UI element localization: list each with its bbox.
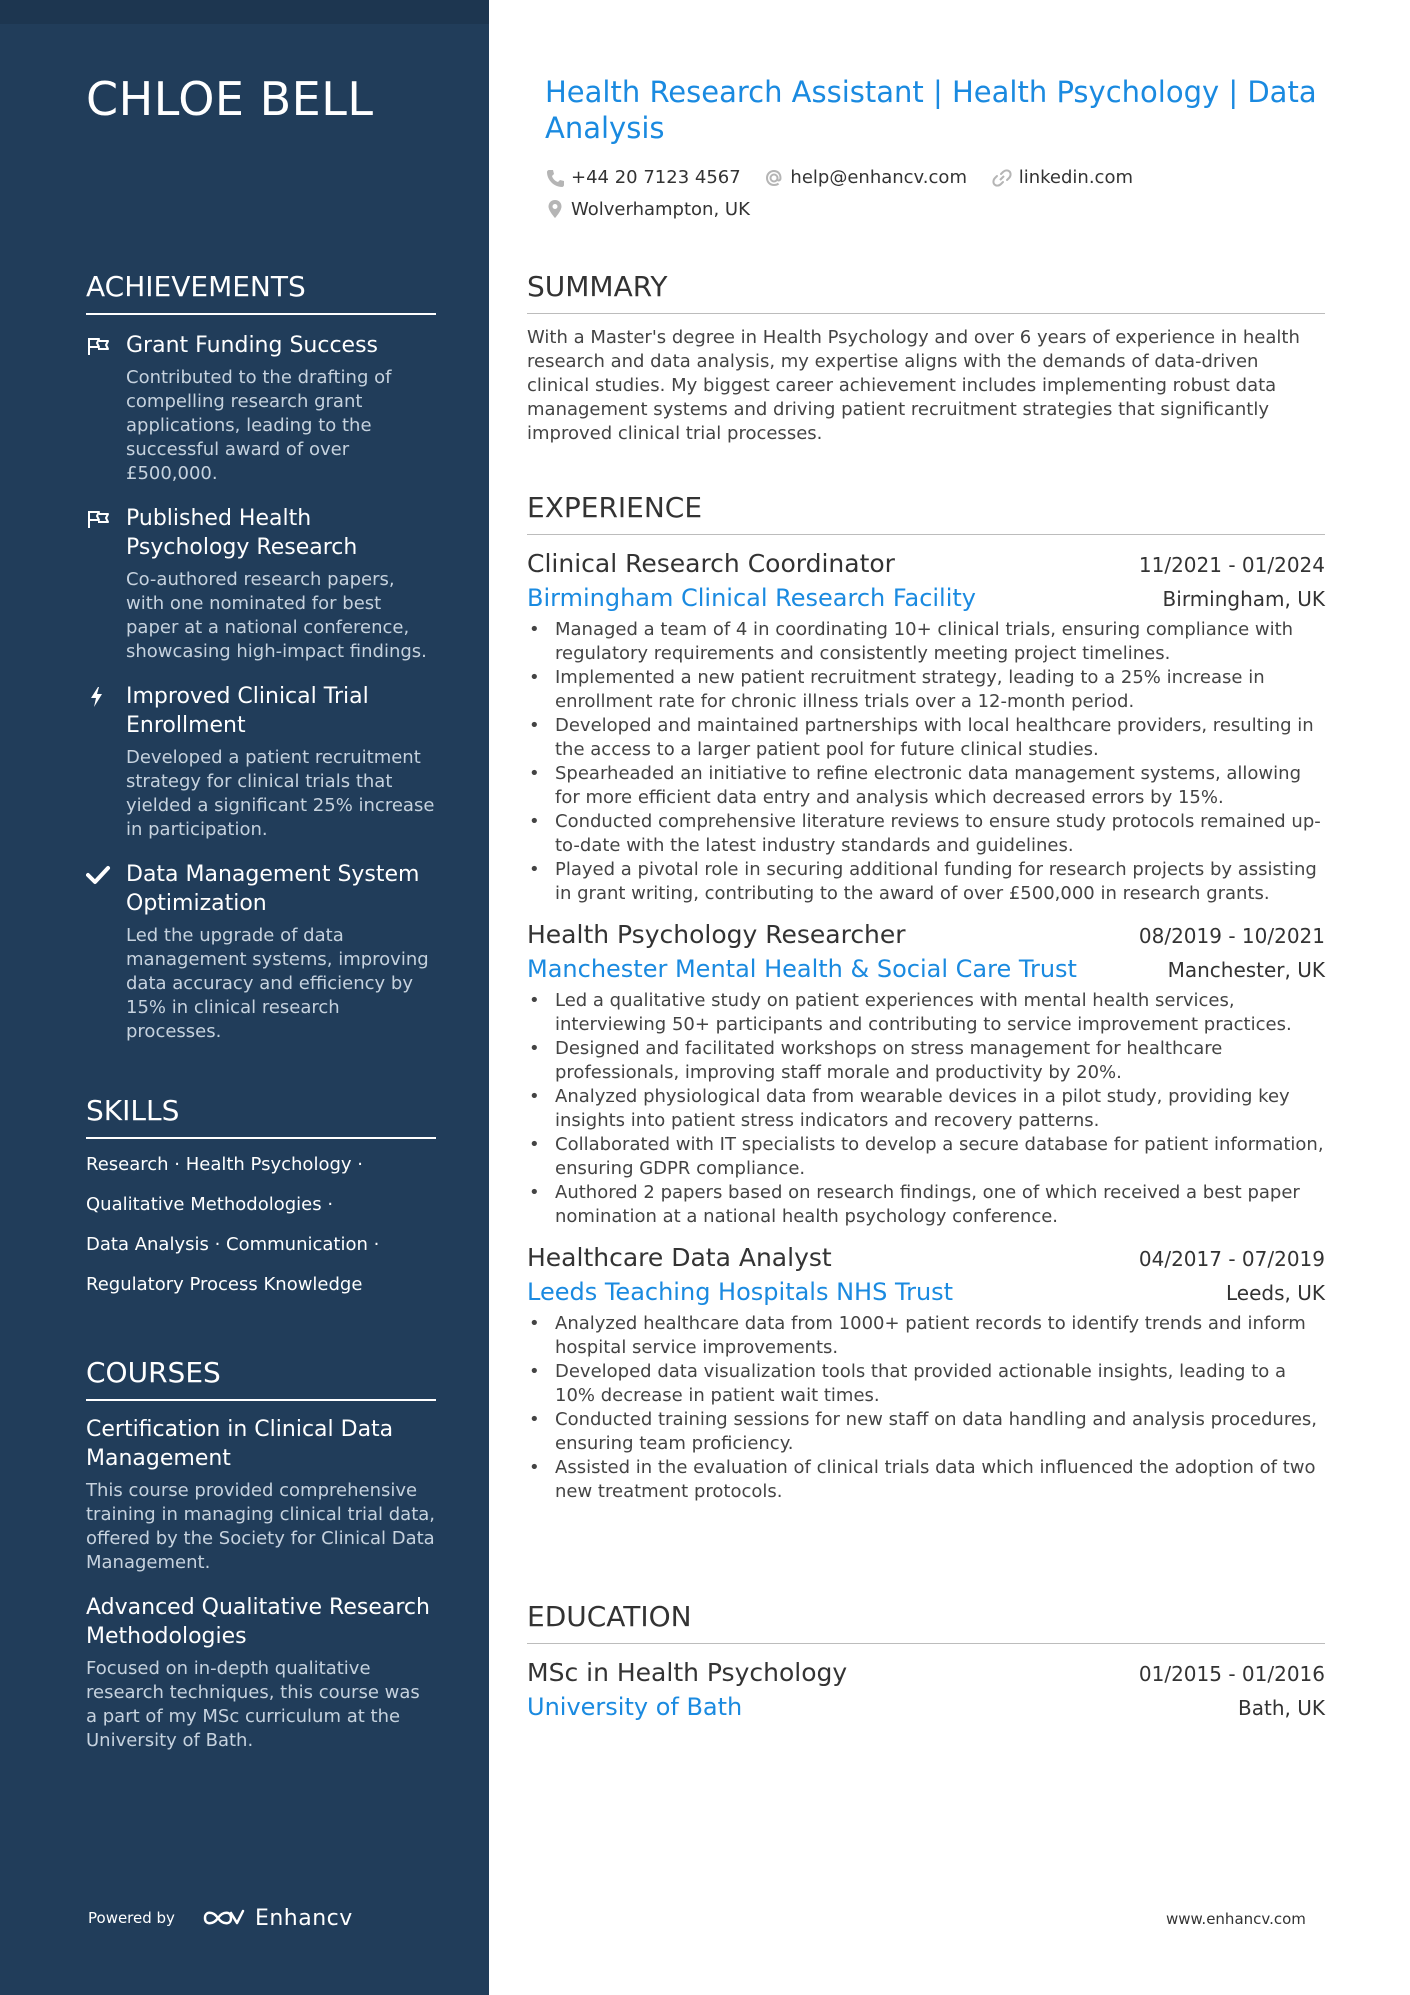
- achievement-title: Improved Clinical Trial Enrollment: [126, 684, 369, 738]
- education-title: EDUCATION: [527, 1600, 1325, 1644]
- summary-text: With a Master's degree in Health Psychology and over 6 years of experience in health research and data analysis, my expertise aligns with the demands of data-driven clinical studies. My biggest career achievement includes implementing robust data management systems and driving patient recruitment strategies that significantly improved clinical trial processes.: [527, 327, 1300, 444]
- sidebar-top-strip: [0, 0, 489, 24]
- headline: Health Research Assistant | Health Psychology | Data Analysis: [545, 75, 1317, 145]
- education-section: [527, 1600, 1325, 1721]
- job-entry: [527, 549, 1325, 906]
- achievement-title: Published Health Psychology Research: [126, 506, 358, 560]
- education-dates: 01/2015 - 01/2016: [1138, 1662, 1325, 1686]
- lightning-icon: [86, 686, 112, 708]
- achievement-item: [86, 331, 436, 486]
- bullet-item: • Implemented a new patient recruitment strategy, leading to a 25% increase in enrollment rate for chronic illness trials over a 12-month period.: [527, 666, 1325, 714]
- at-icon: [764, 168, 784, 188]
- location-pin-icon: [545, 199, 565, 219]
- job-title: Health Psychology Researcher: [527, 920, 906, 949]
- job-bullets: [527, 989, 1325, 1229]
- achievement-description: Co-authored research papers, with one nominated for best paper at a national conference, showcasing high-impact findings.: [126, 569, 427, 662]
- phone-contact[interactable]: [545, 164, 741, 191]
- bullet-item: • Designed and facilitated workshops on stress management for healthcare professionals, improving staff morale and productivity by 20%.: [527, 1037, 1325, 1085]
- email-text: help@enhancv.com: [790, 167, 967, 188]
- location-contact: [545, 196, 750, 223]
- job-title: Clinical Research Coordinator: [527, 549, 895, 578]
- bullet-item: • Managed a team of 4 in coordinating 10+ clinical trials, ensuring compliance with regulatory requirements and consistently meeting project timelines.: [527, 618, 1325, 666]
- phone-text: +44 20 7123 4567: [571, 167, 741, 188]
- website-link[interactable]: www.enhancv.com: [1166, 1910, 1306, 1928]
- bullet-item: • Spearheaded an initiative to refine electronic data management systems, allowing for more efficient data entry and analysis which decreased errors by 15%.: [527, 762, 1325, 810]
- skills-line: Regulatory Process Knowledge: [86, 1274, 363, 1295]
- job-dates: 11/2021 - 01/2024: [1138, 553, 1325, 577]
- achievements-title: ACHIEVEMENTS: [86, 270, 436, 315]
- skills-title: SKILLS: [86, 1094, 436, 1139]
- bullet-item: • Collaborated with IT specialists to develop a secure database for patient information, ensuring GDPR compliance.: [527, 1133, 1325, 1181]
- enhancv-logo-icon[interactable]: [201, 1905, 247, 1931]
- summary-title: SUMMARY: [527, 270, 1325, 314]
- contact-info: [545, 164, 1325, 227]
- job-dates: 08/2019 - 10/2021: [1138, 924, 1325, 948]
- achievement-description: Contributed to the drafting of compelling research grant applications, leading to the successful award of over £500,000.: [126, 367, 392, 484]
- job-dates: 04/2017 - 07/2019: [1138, 1247, 1325, 1271]
- job-location: Manchester, UK: [1167, 958, 1325, 982]
- achievement-item: [86, 860, 436, 1044]
- bullet-item: • Developed data visualization tools that provided actionable insights, leading to a 10% decrease in patient wait times.: [527, 1360, 1325, 1408]
- achievements-section: [86, 270, 436, 1044]
- job-entry: [527, 920, 1325, 1229]
- job-title: Healthcare Data Analyst: [527, 1243, 832, 1272]
- achievement-item: [86, 504, 436, 664]
- achievement-description: Developed a patient recruitment strategy for clinical trials that yielded a significant 25% increase in participation.: [126, 747, 435, 840]
- email-contact[interactable]: [764, 164, 967, 191]
- bullet-item: • Led a qualitative study on patient experiences with mental health services, interviewing 50+ participants and contributing to service improvement practices.: [527, 989, 1325, 1037]
- checkmark-icon: [86, 864, 112, 886]
- achievement-item: [86, 682, 436, 842]
- bullet-item: • Conducted comprehensive literature reviews to ensure study protocols remained up-to-date with the latest industry standards and guidelines.: [527, 810, 1325, 858]
- powered-by: [88, 1905, 353, 1931]
- course-description: This course provided comprehensive training in managing clinical trial data, offered by the Society for Clinical Data Management.: [86, 1480, 436, 1573]
- skills-line: Data Analysis · Communication ·: [86, 1234, 380, 1255]
- education-entry: [527, 1658, 1325, 1721]
- job-location: Birmingham, UK: [1162, 587, 1325, 611]
- course-title: Advanced Qualitative Research Methodologies: [86, 1595, 430, 1649]
- location-text: Wolverhampton, UK: [571, 198, 750, 220]
- job-company[interactable]: Leeds Teaching Hospitals NHS Trust: [527, 1278, 954, 1306]
- powered-by-label: Powered by: [88, 1909, 175, 1927]
- achievement-title: Grant Funding Success: [126, 333, 379, 358]
- degree: MSc in Health Psychology: [527, 1658, 848, 1687]
- bullet-item: • Analyzed healthcare data from 1000+ patient records to identify trends and inform hospital service improvements.: [527, 1312, 1325, 1360]
- candidate-name: CHLOE BELL: [86, 72, 374, 126]
- course-title: Certification in Clinical Data Management: [86, 1417, 394, 1471]
- job-company[interactable]: Birmingham Clinical Research Facility: [527, 584, 977, 612]
- linkedin-contact[interactable]: [991, 164, 1133, 191]
- skills-line: Qualitative Methodologies ·: [86, 1194, 334, 1215]
- job-location: Leeds, UK: [1226, 1281, 1325, 1305]
- skills-section: [86, 1094, 436, 1297]
- bullet-item: • Assisted in the evaluation of clinical trials data which influenced the adoption of two new treatment protocols.: [527, 1456, 1325, 1504]
- experience-section: [527, 491, 1325, 1504]
- flag-icon: [86, 335, 112, 357]
- phone-icon: [545, 168, 565, 188]
- school[interactable]: University of Bath: [527, 1693, 743, 1721]
- job-bullets: [527, 618, 1325, 906]
- summary-section: [527, 270, 1325, 446]
- job-company[interactable]: Manchester Mental Health & Social Care Trust: [527, 955, 1077, 983]
- education-location: Bath, UK: [1238, 1696, 1325, 1720]
- job-entry: [527, 1243, 1325, 1504]
- bullet-item: • Analyzed physiological data from wearable devices in a pilot study, providing key insights into patient stress indicators and recovery patterns.: [527, 1085, 1325, 1133]
- flag-icon: [86, 508, 112, 530]
- enhancv-brand[interactable]: Enhancv: [254, 1905, 353, 1931]
- course-description: Focused on in-depth qualitative research techniques, this course was a part of my MSc curriculum at the University of Bath.: [86, 1658, 420, 1751]
- course-item: [86, 1593, 436, 1753]
- experience-title: EXPERIENCE: [527, 491, 1325, 535]
- linkedin-text: linkedin.com: [1018, 167, 1133, 188]
- bullet-item: • Conducted training sessions for new staff on data handling and analysis procedures, ensuring team proficiency.: [527, 1408, 1325, 1456]
- bullet-item: • Authored 2 papers based on research findings, one of which received a best paper nomination at a national health psychology conference.: [527, 1181, 1325, 1229]
- courses-section: [86, 1356, 436, 1753]
- course-item: [86, 1415, 436, 1575]
- bullet-item: • Played a pivotal role in securing additional funding for research projects by assisting in grant writing, contributing to the award of over £500,000 in research grants.: [527, 858, 1325, 906]
- achievement-description: Led the upgrade of data management systems, improving data accuracy and efficiency by 15% in clinical research processes.: [126, 925, 429, 1042]
- sidebar: [0, 0, 489, 1995]
- job-bullets: [527, 1312, 1325, 1504]
- achievement-title: Data Management System Optimization: [126, 862, 420, 916]
- bullet-item: • Developed and maintained partnerships with local healthcare providers, resulting in the access to a larger patient pool for future clinical studies.: [527, 714, 1325, 762]
- skills-line: Research · Health Psychology ·: [86, 1154, 363, 1175]
- courses-title: COURSES: [86, 1356, 436, 1401]
- link-icon: [991, 168, 1013, 188]
